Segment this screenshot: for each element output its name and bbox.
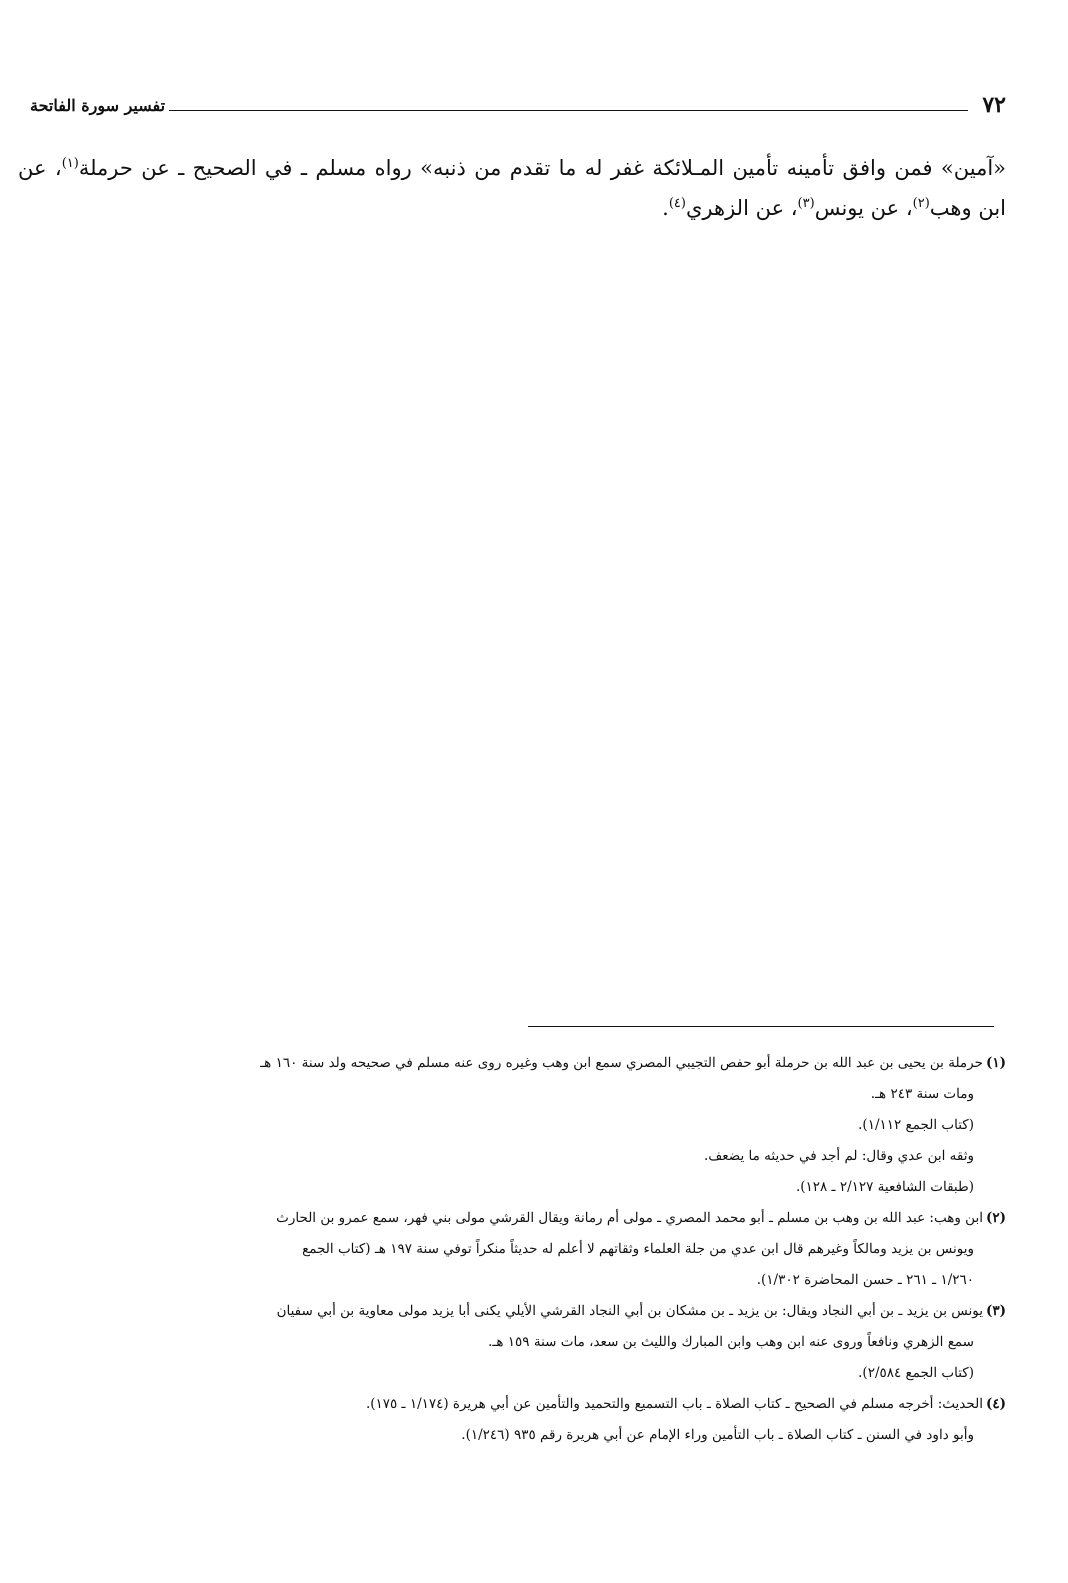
main-paragraph <box>18 148 1006 228</box>
footnote-separator <box>528 1026 994 1027</box>
main-text-line-1: «آمين» فمن وافق تأمينه تأمين المـلائكة غفر له ما تقدم من ذنبه» رواه مسلم ـ في الصحيح ـ عن حرملة <box>78 156 1006 180</box>
footnote-2 <box>40 1203 1006 1296</box>
footnote-ref-4: (٤) <box>668 196 686 211</box>
page-number: ٧٢ <box>982 92 1006 118</box>
footnote-ref-3: (٣) <box>797 196 815 211</box>
footnote-number: (٤) <box>985 1396 1006 1412</box>
footnote-line: (كتاب الجمع ١/١١٢). <box>858 1117 974 1133</box>
main-text-end: . <box>662 196 669 220</box>
footnote-text: يونس بن يزيد ـ بن أبي النجاد ويقال: بن يزيد ـ بن مشكان بن أبي النجاد القرشي الأيلي يكنى أبا يزيد مولى معاوية بن أبي سفيان <box>276 1303 983 1319</box>
footnote-line: وأبو داود في السنن ـ كتاب الصلاة ـ باب التأمين وراء الإمام عن أبي هريرة رقم ٩٣٥ (١/٢٤٦). <box>461 1427 974 1443</box>
footnote-ref-2: (٢) <box>912 196 930 211</box>
footnote-1 <box>40 1048 1006 1203</box>
main-text-segment-wahb: وهب <box>929 196 972 220</box>
footnote-text: ابن وهب: عبد الله بن وهب بن مسلم ـ أبو محمد المصري ـ مولى أم رمانة ويقال القرشي مولى بني فهر، سمع عمرو بن الحارث <box>276 1210 983 1226</box>
main-text-segment-zuhri: ، عن الزهري <box>685 196 798 220</box>
footnote-line: سمع الزهري ونافعاً وروى عنه ابن وهب وابن المبارك والليث بن سعد، مات سنة ١٥٩ هـ. <box>488 1334 974 1350</box>
footnote-3 <box>40 1296 1006 1389</box>
footnote-line: (كتاب الجمع ٢/٥٨٤). <box>858 1365 974 1381</box>
main-text-segment-yunus: ، عن يونس <box>814 196 913 220</box>
footnote-number: (١) <box>985 1055 1006 1071</box>
footnote-line: ويونس بن يزيد ومالكاً وغيرهم قال ابن عدي من جلة العلماء وثقاتهم لا أعلم له حديثاً منكراً توفي سنة ١٩٧ هـ (كتاب الجمع <box>302 1241 974 1257</box>
footnotes <box>40 1048 1006 1451</box>
footnote-line: وثقه ابن عدي وقال: لم أجد في حديثه ما يضعف. <box>704 1148 974 1164</box>
footnote-line <box>40 1048 1006 1079</box>
footnote-4 <box>40 1389 1006 1451</box>
footnote-line: (طبقات الشافعية ٢/١٢٧ ـ ١٢٨). <box>795 1179 974 1195</box>
page-header <box>30 88 1006 122</box>
main-text <box>18 148 1006 228</box>
footnote-ref-1: (١) <box>61 156 79 171</box>
footnote-line <box>40 1203 1006 1234</box>
main-text-line-1-tail: ، عن ابن <box>18 156 1006 220</box>
footnote-text: الحديث: أخرجه مسلم في الصحيح ـ كتاب الصلاة ـ باب التسميع والتحميد والتأمين عن أبي هريرة (١/١٧٤ ـ ١٧٥). <box>365 1396 983 1412</box>
footnote-number: (٢) <box>985 1210 1006 1226</box>
footnote-line: ١/٢٦٠ ـ ٢٦١ ـ حسن المحاضرة ١/٣٠٢). <box>756 1272 974 1288</box>
header-rule <box>169 110 968 111</box>
footnote-line <box>40 1389 1006 1420</box>
footnote-number: (٣) <box>985 1303 1006 1319</box>
running-title: تفسير سورة الفاتحة <box>30 95 166 115</box>
footnote-line <box>40 1296 1006 1327</box>
footnote-text: حرملة بن يحيى بن عبد الله بن حرملة أبو حفص التجيبي المصري سمع ابن وهب وغيره روى عنه مسلم في صحيحه ولد سنة ١٦٠ هـ <box>260 1055 983 1071</box>
footnote-line: ومات سنة ٢٤٣ هـ. <box>870 1086 974 1102</box>
